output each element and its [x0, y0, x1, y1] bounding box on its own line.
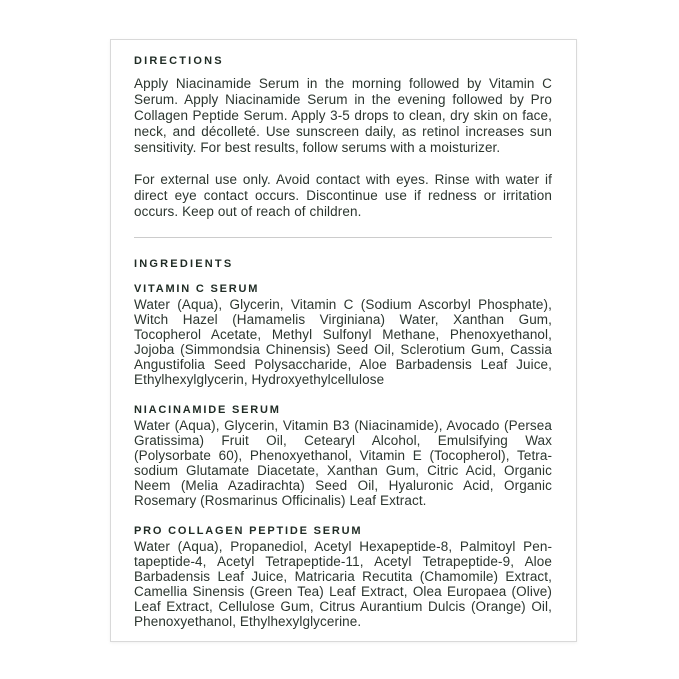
directions-section	[134, 55, 552, 220]
section-divider	[134, 237, 552, 238]
ingredient-group-niacinamide-serum	[134, 404, 552, 508]
product-name-vitamin-c-serum: VITAMIN C SERUM	[134, 283, 260, 295]
ingredients-heading: INGREDIENTS	[134, 258, 234, 270]
ingredient-group-pro-collagen-peptide-serum	[134, 525, 552, 629]
ingredient-list-pro-collagen-peptide-serum: Water (Aqua), Propanediol, Acetyl Hexapeptide-8, Palmitoyl Pentapeptide-4, Acetyl Tetrapeptide-11, Acetyl Tetrapeptide-9, Aloe Barbadensis Leaf Juice, Matricaria Recutita (Chamomile) Extract, Camellia Sinensis (Green Tea) Leaf Extract, Olea Europaea (Olive) Leaf Extract, Cellulose Gum, Citrus Aurantium Dulcis (Orange) Oil, Phenoxyethanol, Ethylhexylglycerine.	[134, 539, 552, 629]
ingredients-section	[134, 258, 552, 629]
directions-warning-paragraph: For external use only. Avoid contact with eyes. Rinse with water if direct eye contact occurs. Discontinue use if redness or irritation occurs. Keep out of reach of children.	[134, 172, 552, 219]
ingredient-list-niacinamide-serum: Water (Aqua), Glycerin, Vitamin B3 (Niacinamide), Avocado (Persea Gratissima) Fruit Oil, Cetearyl Alcohol, Emulsifying Wax (Polysorbate 60), Phenoxyethanol, Vitamin E (Tocopherol), Tetrasodium Glutamate Diacetate, Xanthan Gum, Citric Acid, Organic Neem (Melia Azadirachta) Seed Oil, Hyaluronic Acid, Organic Rosemary (Rosmarinus Officinalis) Leaf Extract.	[134, 418, 552, 508]
directions-heading: DIRECTIONS	[134, 55, 224, 67]
ingredient-group-vitamin-c-serum	[134, 283, 552, 387]
product-name-niacinamide-serum: NIACINAMIDE SERUM	[134, 404, 281, 416]
product-label-card	[110, 39, 577, 642]
ingredient-list-vitamin-c-serum: Water (Aqua), Glycerin, Vitamin C (Sodium Ascorbyl Phosphate), Witch Hazel (Hamamelis Virginiana) Water, Xanthan Gum, Tocopherol Acetate, Methyl Sulfonyl Methane, Phenoxyethanol, Jojoba (Simmondsia Chinensis) Seed Oil, Sclerotium Gum, Cassia Angustifolia Seed Polysaccharide, Aloe Barbadensis Leaf Juice, Ethylhexylglycerin, Hydroxyethylcellulose	[134, 297, 552, 387]
product-name-pro-collagen-peptide-serum: PRO COLLAGEN PEPTIDE SERUM	[134, 525, 363, 537]
directions-usage-paragraph: Apply Niacinamide Serum in the morning followed by Vitamin C Serum. Apply Niacinamide Serum in the evening followed by Pro Collagen Peptide Serum. Apply 3-5 drops to clean, dry skin on face, neck, and décolleté. Use sunscreen daily, as retinol increases sun sensitivity. For best results, follow serums with a moisturizer.	[134, 76, 552, 155]
